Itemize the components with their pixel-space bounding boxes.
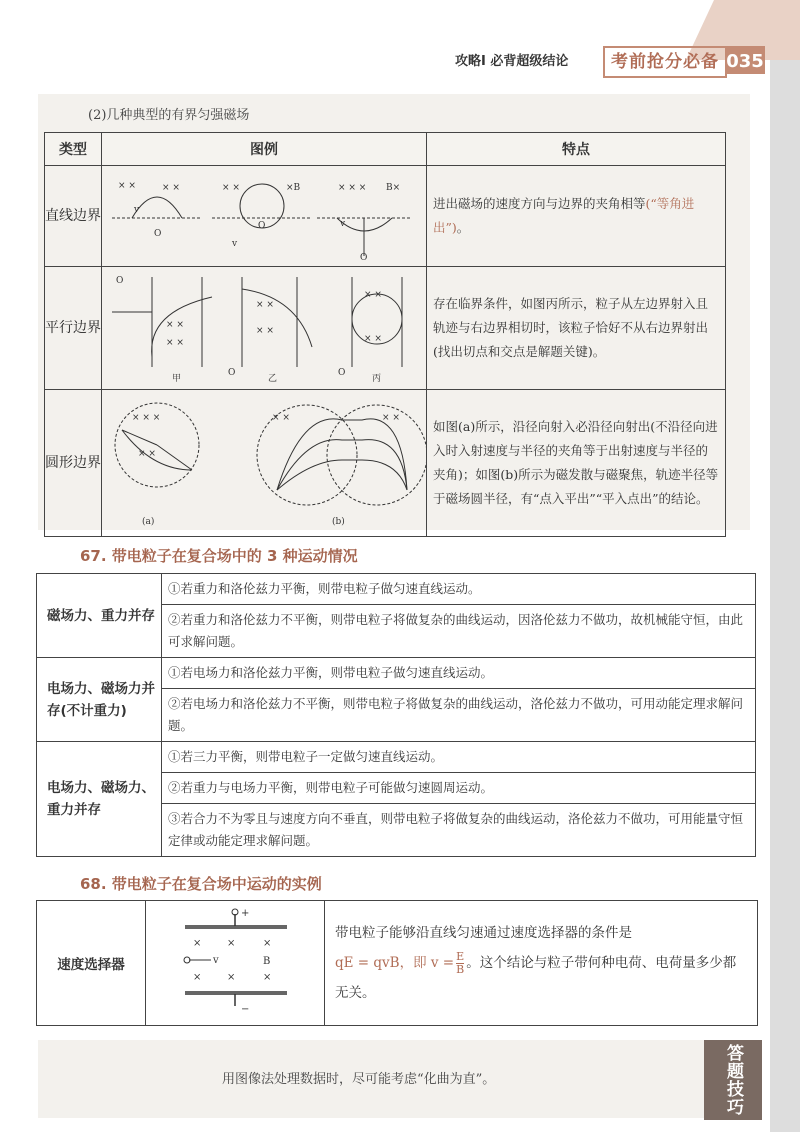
svg-text:× ×: × × <box>272 413 290 423</box>
velocity-label: v <box>213 955 219 966</box>
page-edge-strip <box>770 0 800 1132</box>
circular-label-b: (b) <box>332 517 345 527</box>
svg-text:× ×: × × <box>364 290 382 300</box>
svg-text:× ×: × × <box>162 183 180 193</box>
velocity-selector-label: 速度选择器 <box>37 901 146 1026</box>
table-row <box>45 390 726 537</box>
parallel-label-b: 乙 <box>268 374 278 384</box>
svg-text:×: × <box>263 972 272 983</box>
svg-text:× × ×: × × × <box>338 183 367 193</box>
svg-text:× ×: × × <box>382 413 400 423</box>
circular-label-a: (a) <box>142 517 155 527</box>
svg-text:× ×: × × <box>166 338 184 348</box>
svg-text:× ×: × × <box>256 326 274 336</box>
table-row <box>37 742 756 773</box>
svg-text:×: × <box>227 972 236 983</box>
selector-formula: qE = qvB，即 v = <box>335 955 455 971</box>
col-header-type: 类型 <box>45 133 102 166</box>
svg-text:O: O <box>258 221 266 231</box>
svg-text:× ×: × × <box>222 183 240 193</box>
svg-text:× ×: × × <box>166 320 184 330</box>
tip-text: 用图像法处理数据时，尽可能考虑“化曲为直”。 <box>222 1072 496 1087</box>
svg-text:×: × <box>193 972 202 983</box>
svg-text:× ×: × × <box>364 334 382 344</box>
straight-boundary-diagram <box>102 166 427 267</box>
velocity-selector-svg <box>147 902 323 1020</box>
feature-circular: 如图(a)所示，沿径向射入必沿径向射出(不沿径向进入时入射速度与半径的夹角等于出射速度与半径的夹角)；如图(b)所示为磁发散与磁聚焦，轨迹半径等于磁场圆半径，有“点入平出”“平入点出”的结论。 <box>427 390 726 537</box>
page-header <box>0 44 770 78</box>
group3-item-2: ②若重力与电场力平衡，则带电粒子可能做匀速圆周运动。 <box>162 773 756 804</box>
svg-text:v: v <box>232 239 238 249</box>
svg-text:O: O <box>360 253 368 262</box>
table-header-row <box>45 133 726 166</box>
svg-text:v: v <box>340 219 346 229</box>
svg-text:O: O <box>154 229 162 239</box>
svg-text:O: O <box>338 368 346 378</box>
header-section-title: 考前抢分必备 <box>603 46 727 78</box>
table-row <box>45 267 726 390</box>
group3-item-3: ③若合力不为零且与速度方向不垂直，则带电粒子将做复杂的曲线运动，洛伦兹力不做功，可用能量守恒定律或动能定理求解问题。 <box>162 804 756 857</box>
minus-label: − <box>241 1004 250 1015</box>
group-label-3: 电场力、磁场力、重力并存 <box>37 742 162 857</box>
selector-text-2: 。这个结论与粒子带何种电荷、电荷量多少都无关。 <box>335 955 737 1001</box>
svg-text:×: × <box>193 938 202 949</box>
frac-numerator: E <box>456 950 465 963</box>
group2-item-1: ①若电场力和洛伦兹力平衡，则带电粒子做匀速直线运动。 <box>162 658 756 689</box>
type-parallel: 平行边界 <box>45 267 102 390</box>
svg-text:O: O <box>116 276 124 286</box>
group-label-2: 电场力、磁场力并存(不计重力) <box>37 658 162 742</box>
svg-text:× × ×: × × × <box>132 413 161 423</box>
parallel-label-c: 丙 <box>372 374 382 384</box>
svg-text:v: v <box>134 205 140 215</box>
parallel-boundary-diagram <box>102 267 427 390</box>
svg-text:B×: B× <box>386 183 401 193</box>
parallel-label-a: 甲 <box>172 374 182 384</box>
circular-boundary-svg <box>102 390 426 532</box>
frac-denominator: B <box>456 963 465 976</box>
side-tab-answer-skills[interactable]: 答题技巧 <box>704 1040 762 1120</box>
selector-fraction <box>456 951 464 976</box>
feature-straight-end: 。 <box>456 220 470 235</box>
velocity-selector-table <box>36 900 758 1026</box>
col-header-feature: 特点 <box>427 133 726 166</box>
svg-text:× ×: × × <box>256 300 274 310</box>
page-number: 035 <box>725 46 765 74</box>
group1-item-2: ②若重力和洛伦兹力不平衡，则带电粒子将做复杂的曲线运动，因洛伦兹力不做功，故机械能守恒，由此可求解问题。 <box>162 605 756 658</box>
type-circular: 圆形边界 <box>45 390 102 537</box>
svg-text:O: O <box>228 368 236 378</box>
table-row <box>45 166 726 267</box>
table-row <box>37 901 758 1026</box>
group-label-1: 磁场力、重力并存 <box>37 574 162 658</box>
figure-caption: (2)几种典型的有界匀强磁场 <box>88 108 250 123</box>
section-67-title: 67. 带电粒子在复合场中的 3 种运动情况 <box>80 547 358 565</box>
plus-label: + <box>241 908 250 919</box>
boundary-field-table <box>44 132 726 537</box>
svg-text:× ×: × × <box>138 449 156 459</box>
field-label: B <box>263 956 271 967</box>
section-68-title: 68. 带电粒子在复合场中运动的实例 <box>80 875 322 893</box>
table-row <box>37 574 756 605</box>
parallel-boundary-svg <box>102 267 426 385</box>
straight-boundary-svg <box>102 166 426 262</box>
col-header-figure: 图例 <box>102 133 427 166</box>
svg-text:× ×: × × <box>118 181 136 191</box>
svg-text:×: × <box>263 938 272 949</box>
feature-straight-text: 进出磁场的速度方向与边界的夹角相等 <box>433 196 646 211</box>
velocity-selector-text <box>325 901 758 1026</box>
type-straight: 直线边界 <box>45 166 102 267</box>
svg-text:×B: ×B <box>286 183 301 193</box>
group2-item-2: ②若电场力和洛伦兹力不平衡，则带电粒子将做复杂的曲线运动，洛伦兹力不做功，可用动能定理求解问题。 <box>162 689 756 742</box>
svg-text:×: × <box>227 938 236 949</box>
group3-item-1: ①若三力平衡，则带电粒子一定做匀速直线运动。 <box>162 742 756 773</box>
velocity-selector-diagram <box>146 901 325 1026</box>
selector-text-1: 带电粒子能够沿直线匀速通过速度选择器的条件是 <box>335 925 632 941</box>
group1-item-1: ①若重力和洛伦兹力平衡，则带电粒子做匀速直线运动。 <box>162 574 756 605</box>
table-row <box>37 658 756 689</box>
circular-boundary-diagram <box>102 390 427 537</box>
compound-field-table <box>36 573 756 857</box>
feature-parallel: 存在临界条件，如图丙所示，粒子从左边界射入且轨迹与右边界相切时，该粒子恰好不从右边界射出(找出切点和交点是解题关键)。 <box>427 267 726 390</box>
feature-straight-highlight: (“等角进出”) <box>433 196 695 235</box>
header-breadcrumb: 攻略Ⅰ 必背超级结论 <box>455 54 569 69</box>
feature-straight <box>427 166 726 267</box>
